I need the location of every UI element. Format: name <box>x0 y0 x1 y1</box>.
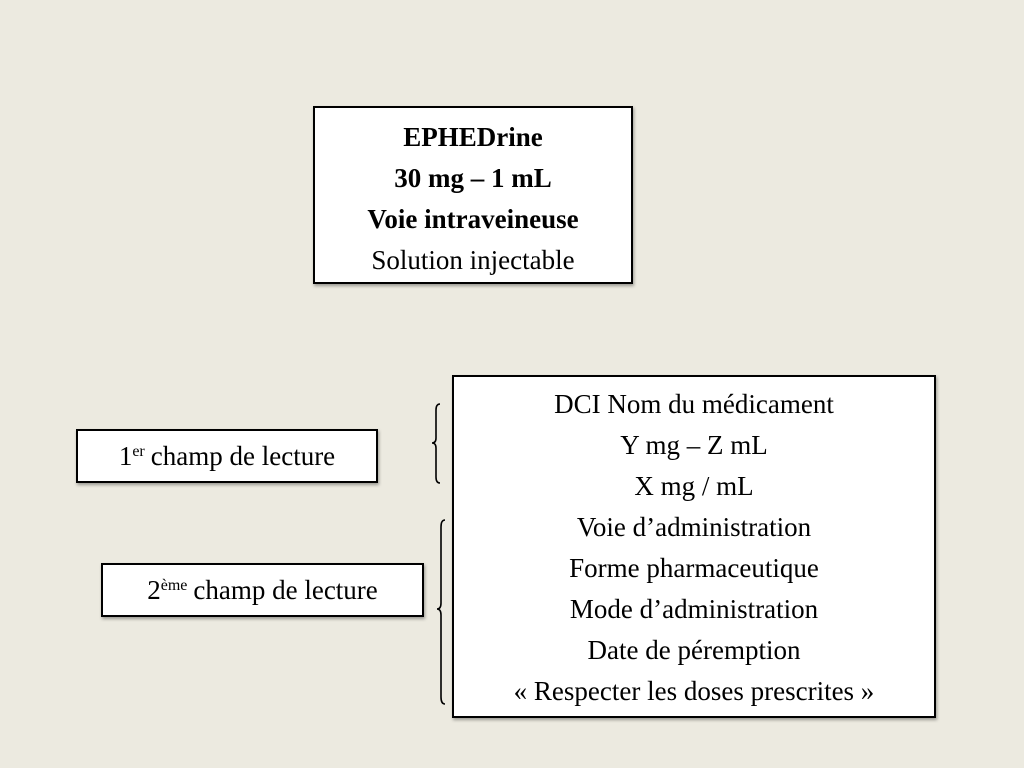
drug-label-example <box>313 106 633 284</box>
label-fields-template <box>452 375 936 718</box>
drug-name: EPHEDrine <box>403 122 543 152</box>
template-line-dose-volume: Y mg – Z mL <box>620 430 768 460</box>
drug-route: Voie intraveineuse <box>367 204 579 234</box>
template-line-dci: DCI Nom du médicament <box>554 389 834 419</box>
first-field-brace <box>432 404 440 483</box>
first-reading-field-label <box>76 429 378 483</box>
first-field-suffix: er <box>132 443 145 460</box>
template-line-route: Voie d’administration <box>576 512 812 542</box>
second-reading-field-label <box>101 563 424 617</box>
second-field-number: 2 <box>147 574 161 605</box>
template-line-concentration: X mg / mL <box>634 471 754 501</box>
drug-form: Solution injectable <box>371 245 575 275</box>
template-line-warning: « Respecter les doses prescrites » <box>513 676 875 706</box>
second-field-text: champ de lecture <box>193 574 378 605</box>
first-field-number: 1 <box>118 440 133 471</box>
template-line-expiry: Date de péremption <box>587 635 801 665</box>
second-field-brace <box>437 520 445 704</box>
drug-dose: 30 mg – 1 mL <box>394 163 552 193</box>
second-field-suffix: ème <box>160 577 188 594</box>
template-line-mode: Mode d’administration <box>569 594 819 624</box>
template-line-form: Forme pharmaceutique <box>569 553 819 583</box>
first-field-text: champ de lecture <box>150 440 336 471</box>
